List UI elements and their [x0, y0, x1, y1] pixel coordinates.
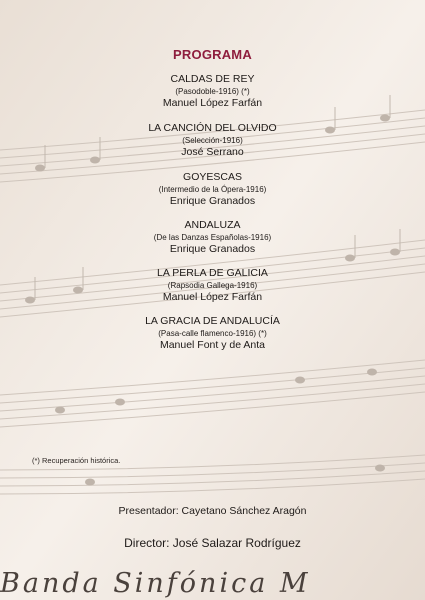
- program-piece: [0, 267, 425, 304]
- piece-title: LA CANCIÓN DEL OLVIDO: [148, 122, 277, 134]
- piece-detail: (Intermedio de la Ópera-1916): [158, 185, 267, 194]
- piece-detail: (Pasa-calle flamenco-1916) (*): [158, 329, 267, 338]
- piece-detail: (Pasodoble-1916) (*): [175, 87, 250, 96]
- piece-detail: (Selección-1916): [182, 136, 243, 145]
- program-piece: [0, 315, 425, 352]
- piece-title: LA PERLA DE GALICIA: [157, 267, 268, 279]
- piece-composer: Manuel López Farfán: [162, 291, 263, 303]
- piece-composer: Enrique Granados: [169, 243, 256, 255]
- program-piece: [0, 219, 425, 256]
- piece-composer: Manuel López Farfán: [162, 97, 263, 109]
- piece-composer: José Serrano: [181, 146, 244, 158]
- piece-detail: (De las Danzas Españolas-1916): [153, 233, 272, 242]
- piece-title: LA GRACIA DE ANDALUCÍA: [145, 315, 280, 327]
- program-title: PROGRAMA: [173, 47, 252, 62]
- footnote: (*) Recuperación histórica.: [32, 456, 121, 465]
- piece-composer: Enrique Granados: [169, 195, 256, 207]
- piece-title: ANDALUZA: [184, 219, 241, 231]
- director-credit: Director: José Salazar Rodríguez: [124, 536, 301, 550]
- piece-detail: (Rapsodia Gallega-1916): [167, 281, 258, 290]
- program-piece: [0, 122, 425, 159]
- presenter-credit: Presentador: Cayetano Sánchez Aragón: [118, 505, 307, 517]
- band-banner: Banda Sinfónica M: [0, 568, 311, 599]
- program-piece: [0, 73, 425, 110]
- piece-title: CALDAS DE REY: [170, 73, 255, 85]
- program-piece: [0, 171, 425, 208]
- piece-composer: Manuel Font y de Anta: [159, 339, 266, 351]
- piece-title: GOYESCAS: [183, 171, 242, 183]
